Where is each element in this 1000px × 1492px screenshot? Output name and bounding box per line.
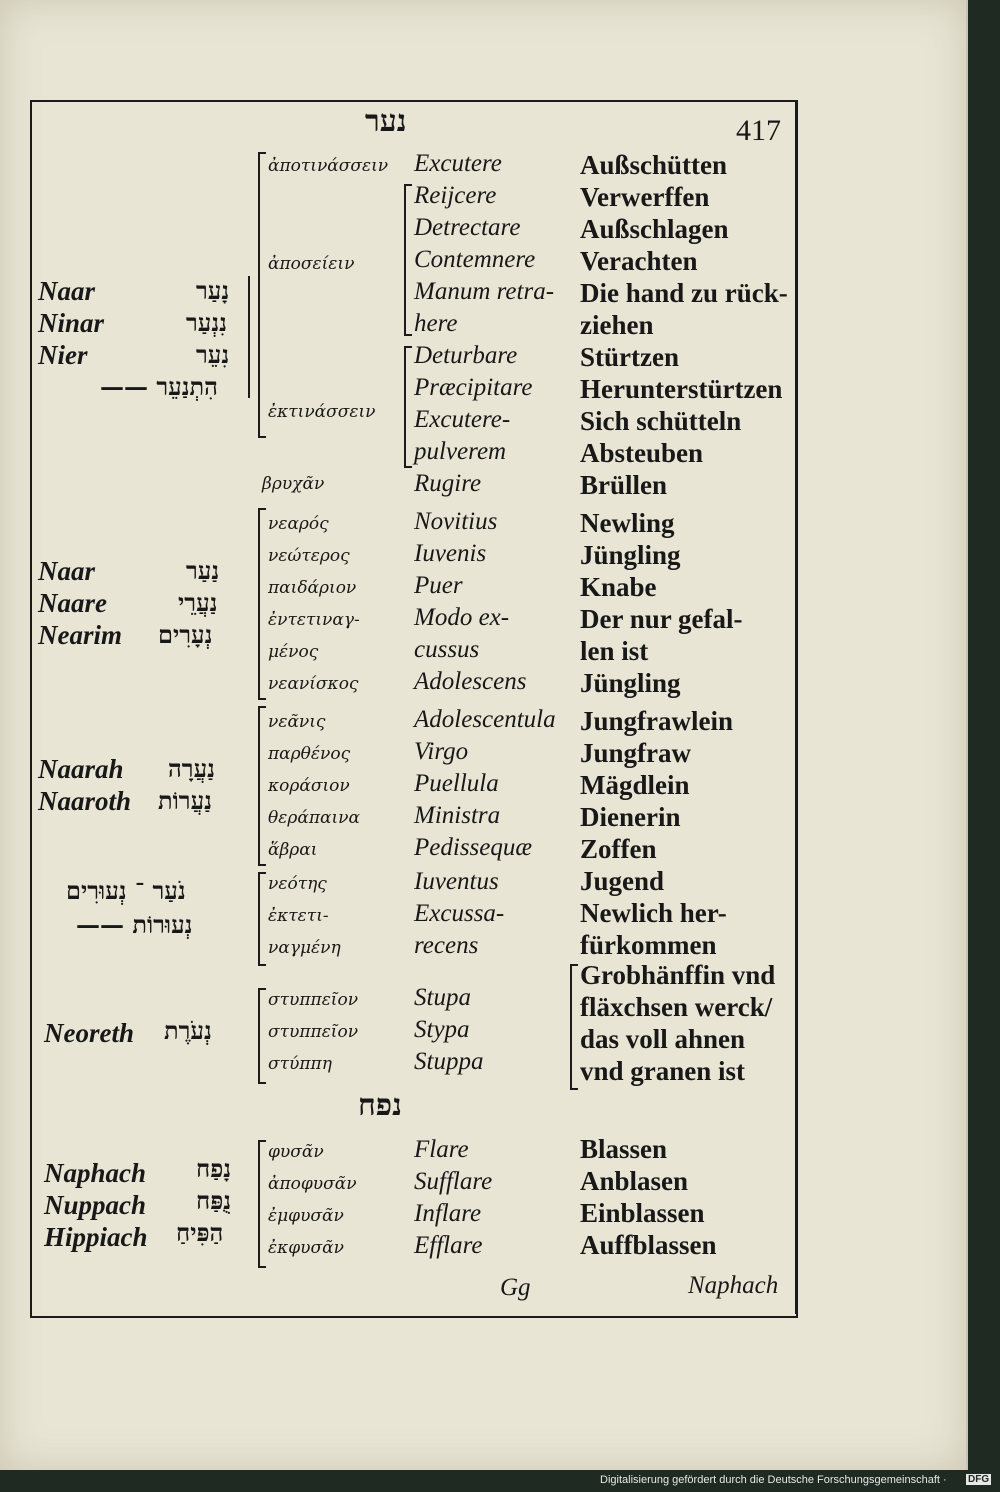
hebrew-word: נִנְעַר bbox=[186, 308, 227, 337]
dfg-logo: DFG bbox=[968, 1474, 990, 1485]
latin-word: Excutere bbox=[414, 150, 502, 177]
latin-word: Stuppa bbox=[414, 1048, 484, 1075]
hebrew-word: נְעוּרוֹת —— bbox=[76, 910, 193, 939]
latin-word: cussus bbox=[414, 636, 480, 663]
latin-word: Novitius bbox=[414, 508, 498, 535]
latin-word: here bbox=[414, 310, 458, 337]
latin-word: Iuventus bbox=[414, 868, 499, 895]
greek-word: νεανίσκος bbox=[268, 674, 359, 694]
bracket bbox=[258, 988, 266, 1084]
hebrew-word: נֹעַר ־ נְעוּרִים bbox=[66, 876, 186, 905]
translit: Nuppach bbox=[44, 1190, 147, 1220]
hebrew-word: הִתְנַעֵר —— bbox=[100, 372, 218, 401]
digitization-credit: Digitalisierung gefördert durch die Deutsche Forschungsgemeinschaft · bbox=[600, 1474, 947, 1486]
latin-word: Excussa- bbox=[414, 900, 505, 927]
greek-word: νεότης bbox=[268, 874, 327, 894]
right-rule bbox=[795, 100, 797, 1314]
greek-word: ἀποτινάσσειν bbox=[268, 156, 389, 176]
greek-word: θεράπαινα bbox=[268, 808, 360, 828]
latin-word: Efflare bbox=[414, 1232, 483, 1259]
latin-word: Contemnere bbox=[414, 246, 536, 273]
german-word: Stürtzen bbox=[580, 342, 679, 372]
bracket bbox=[404, 184, 412, 336]
latin-word: Rugire bbox=[414, 470, 482, 497]
german-word: len ist bbox=[580, 636, 649, 666]
hebrew-word: נַעֲרָה bbox=[168, 754, 215, 783]
hebrew-word: נִעֵר bbox=[196, 340, 230, 369]
german-word: fürkommen bbox=[580, 930, 717, 960]
latin-word: Puellula bbox=[414, 770, 499, 797]
german-word: Jugend bbox=[580, 866, 665, 896]
translit: Naarah bbox=[38, 754, 124, 784]
hebrew-word: נַעַר bbox=[186, 556, 220, 585]
bracket bbox=[258, 152, 266, 438]
bracket bbox=[404, 346, 412, 468]
latin-word: Manum retra- bbox=[414, 278, 555, 305]
latin-word: Flare bbox=[414, 1136, 469, 1163]
translit: Nearim bbox=[38, 620, 122, 650]
latin-word: Puer bbox=[414, 572, 463, 599]
greek-word: μένος bbox=[268, 642, 319, 662]
greek-word: στυππεῖον bbox=[268, 1022, 359, 1042]
greek-word: στυππεῖον bbox=[268, 990, 359, 1010]
german-word: Der nur gefal- bbox=[580, 604, 743, 634]
german-word: Zoffen bbox=[580, 834, 657, 864]
signature-mark: Gg bbox=[500, 1274, 531, 1301]
greek-word: ἅβραι bbox=[268, 840, 318, 860]
hebrew-word: נָעַר bbox=[196, 276, 230, 305]
latin-word: Adolescens bbox=[414, 668, 527, 695]
bracket bbox=[258, 706, 266, 866]
latin-word: Detrectare bbox=[414, 214, 521, 241]
greek-word: νεᾶνις bbox=[268, 712, 326, 732]
hebrew-word: נֻפַּח bbox=[196, 1186, 232, 1215]
running-header: נער bbox=[365, 104, 407, 139]
greek-word: στύππη bbox=[268, 1054, 332, 1074]
hebrew-word: נָפַח bbox=[196, 1154, 232, 1183]
hebrew-word: הַפִּיחַ bbox=[176, 1218, 224, 1247]
german-word: Sich schütteln bbox=[580, 406, 742, 436]
translit: Naphach bbox=[44, 1158, 147, 1188]
latin-word: Virgo bbox=[414, 738, 469, 765]
german-word: Jungfraw bbox=[580, 738, 692, 768]
greek-word: ἐκτινάσσειν bbox=[268, 402, 376, 422]
bracket bbox=[248, 276, 250, 398]
latin-word: recens bbox=[414, 932, 479, 959]
german-word: Newling bbox=[580, 508, 675, 538]
german-word: Jüngling bbox=[580, 668, 681, 698]
latin-word: Excutere- bbox=[414, 406, 511, 433]
german-word: Jungfrawlein bbox=[580, 706, 734, 736]
german-word: Blassen bbox=[580, 1134, 668, 1164]
latin-word: Stupa bbox=[414, 984, 471, 1011]
greek-word: νεαρός bbox=[268, 514, 329, 534]
translit: Naar bbox=[38, 276, 96, 306]
german-word: Brüllen bbox=[580, 470, 668, 500]
greek-word: ἐκφυσᾶν bbox=[268, 1238, 344, 1258]
translit: Naaroth bbox=[38, 786, 132, 816]
latin-word: Pedissequæ bbox=[414, 834, 533, 861]
translit: Naar bbox=[38, 556, 96, 586]
greek-word: παιδάριον bbox=[268, 578, 357, 598]
greek-word: ἀποσείειν bbox=[268, 254, 355, 274]
german-word: Einblassen bbox=[580, 1198, 705, 1228]
latin-word: Stypa bbox=[414, 1016, 470, 1043]
german-word: Dienerin bbox=[580, 802, 681, 832]
latin-word: Inflare bbox=[414, 1200, 482, 1227]
greek-word: φυσᾶν bbox=[268, 1142, 324, 1162]
german-word: vnd granen ist bbox=[580, 1056, 746, 1086]
greek-word: βρυχᾶν bbox=[262, 474, 325, 494]
latin-word: Ministra bbox=[414, 802, 501, 829]
page-number: 417 bbox=[736, 114, 781, 147]
translit: Nier bbox=[38, 340, 88, 370]
german-word: Mägdlein bbox=[580, 770, 690, 800]
latin-word: Præcipitare bbox=[414, 374, 533, 401]
german-word: Außschlagen bbox=[580, 214, 729, 244]
german-word: Die hand zu rück- bbox=[580, 278, 788, 308]
latin-word: Iuvenis bbox=[414, 540, 487, 567]
german-word: fläxchsen werck/ bbox=[580, 992, 773, 1022]
german-word: ziehen bbox=[580, 310, 654, 340]
greek-word: ἐκτετι- bbox=[268, 906, 329, 926]
german-word: Knabe bbox=[580, 572, 657, 602]
latin-word: Sufflare bbox=[414, 1168, 493, 1195]
bracket bbox=[258, 1140, 266, 1268]
german-word: das voll ahnen bbox=[580, 1024, 746, 1054]
bracket bbox=[570, 964, 578, 1090]
bracket bbox=[258, 508, 266, 700]
latin-word: Modo ex- bbox=[414, 604, 510, 631]
bracket bbox=[258, 872, 266, 966]
german-word: Newlich her- bbox=[580, 898, 727, 928]
translit: Naare bbox=[38, 588, 107, 618]
latin-word: Deturbare bbox=[414, 342, 518, 369]
greek-word: ἀποφυσᾶν bbox=[268, 1174, 357, 1194]
hebrew-word: נַעֲרֵי bbox=[178, 588, 218, 617]
hebrew-word: נְעֹרֶת bbox=[164, 1016, 212, 1045]
translit: Neoreth bbox=[44, 1018, 134, 1048]
latin-word: Reijcere bbox=[414, 182, 497, 209]
greek-word: ναγμένη bbox=[268, 938, 341, 958]
german-word: Außschütten bbox=[580, 150, 728, 180]
german-word: Absteuben bbox=[580, 438, 704, 468]
greek-word: νεώτερος bbox=[268, 546, 350, 566]
hebrew-word: נַעֲרוֹת bbox=[158, 786, 212, 815]
german-word: Grobhänffin vnd bbox=[580, 960, 776, 990]
translit: Ninar bbox=[38, 308, 105, 338]
latin-word: pulverem bbox=[414, 438, 507, 465]
german-word: Auffblassen bbox=[580, 1230, 717, 1260]
translit: Hippiach bbox=[44, 1222, 148, 1252]
german-word: Anblasen bbox=[580, 1166, 689, 1196]
greek-word: ἐντετιναγ- bbox=[268, 610, 360, 630]
german-word: Verachten bbox=[580, 246, 698, 276]
greek-word: παρθένος bbox=[268, 744, 351, 764]
hebrew-word: נְעָרִים bbox=[158, 620, 213, 649]
german-word: Herunterstürtzen bbox=[580, 374, 783, 404]
greek-word: ἐμφυσᾶν bbox=[268, 1206, 344, 1226]
greek-word: κοράσιον bbox=[268, 776, 350, 796]
german-word: Jüngling bbox=[580, 540, 681, 570]
catchword: Naphach bbox=[688, 1272, 779, 1299]
german-word: Verwerffen bbox=[580, 182, 710, 212]
section-header: נפח bbox=[358, 1088, 402, 1123]
latin-word: Adolescentula bbox=[414, 706, 556, 733]
